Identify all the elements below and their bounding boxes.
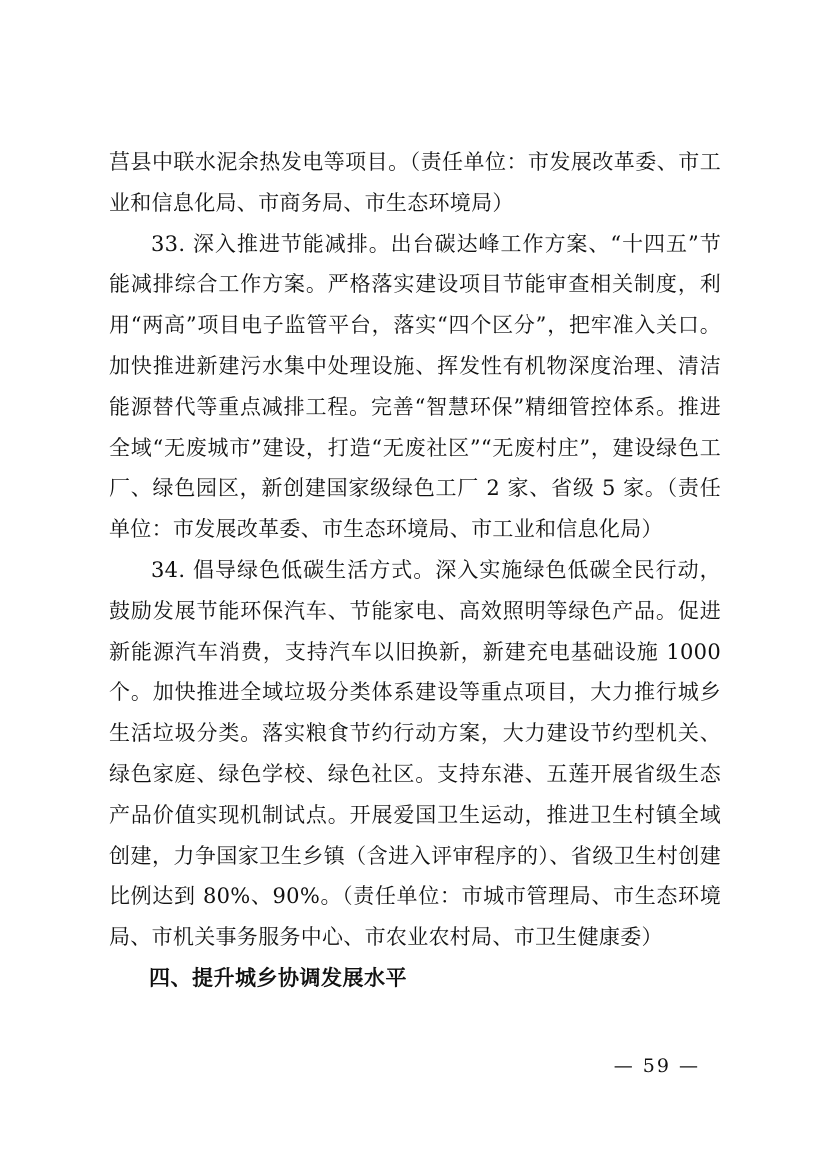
paragraph-continuation: 莒县中联水泥余热发电等项目。（责任单位：市发展改革委、市工业和信息化局、市商务局、市生态环境局）: [109, 150, 721, 215]
paragraph-item-34: 34. 倡导绿色低碳生活方式。深入实施绿色低碳全民行动，鼓励发展节能环保汽车、节能家电、高效照明等绿色产品。促进新能源汽车消费，支持汽车以旧换新，新建充电基础设施 1000 个。加快推进全域垃圾分类体系建设等重点项目，大力推行城乡生活垃圾分类。落实粮食节约行动方案，大力建设节约型机关、绿色家庭、绿色学校、绿色社区。支持东港、五莲开展省级生态产品价值实现机制试点。开展爱国卫生运动，推进卫生村镇全域创建，力争国家卫生乡镇（含进入评审程序的）、省级卫生村创建比例达到 80%、90%。（责任单位：市城市管理局、市生态环境局、市机关事务服务中心、市农业农村局、市卫生健康委）: [109, 557, 721, 950]
section-heading: 四、提升城乡协调发展水平: [149, 965, 407, 990]
page-number: — 59 —: [613, 1055, 700, 1077]
paragraph-item-33: 33. 深入推进节能减排。出台碳达峰工作方案、“十四五”节能减排综合工作方案。严格落实建设项目节能审查相关制度，利用“两高”项目电子监管平台，落实“四个区分”，把牢准入关口。加快推进新建污水集中处理设施、挥发性有机物深度治理、清洁能源替代等重点减排工程。完善“智慧环保”精细管控体系。推进全域“无废城市”建设，打造“无废社区”“无废村庄”，建设绿色工厂、绿色园区，新创建国家级绿色工厂 2 家、省级 5 家。（责任单位：市发展改革委、市生态环境局、市工业和信息化局）: [109, 231, 721, 542]
document-body: [109, 142, 721, 999]
